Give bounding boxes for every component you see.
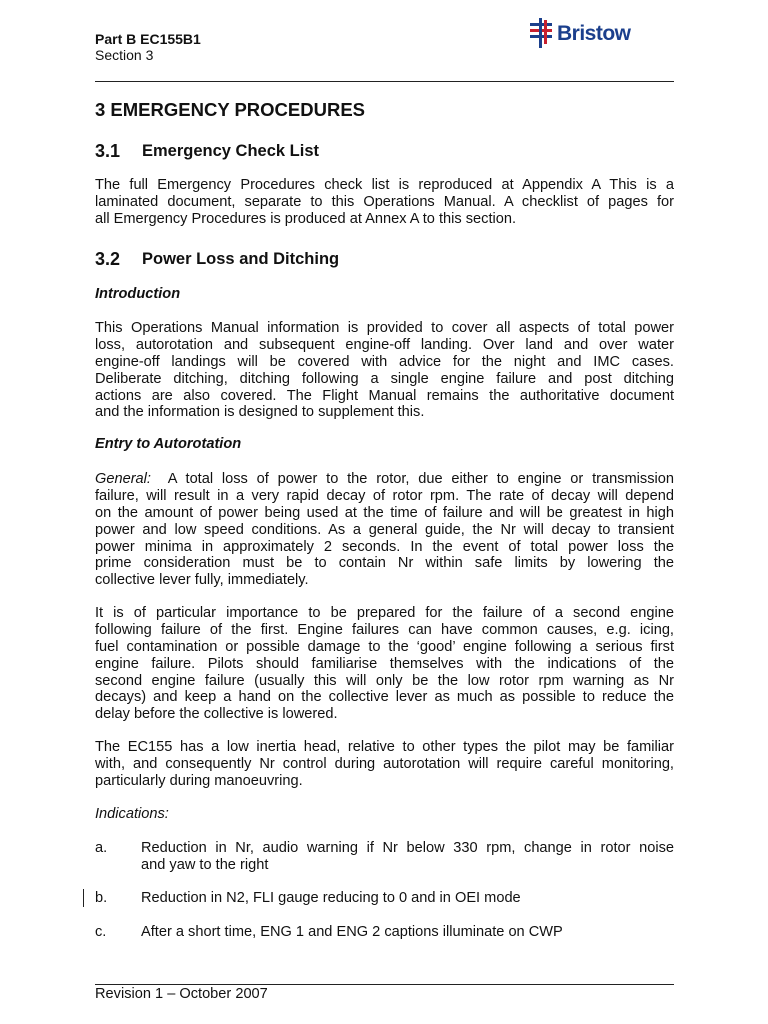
entry-to-autorotation-heading: Entry to Autorotation — [95, 436, 242, 452]
logo-text: Bristow — [557, 22, 631, 45]
section-heading-3-2: Power Loss and Ditching — [142, 250, 340, 268]
indications-label: Indications: — [95, 806, 169, 822]
general-paragraph: General: A total loss of power to the rotor, due either to engine or transmission failure, will result in a very rapid decay of rotor rpm. The rate of decay will depend on the amount of power being used at the time of failure and will be greatest in high power and low speed conditions. As a general guide, the Nr will decay to transient power minima in approximately 2 seconds. In the event of total power loss the prime consideration must be to contain Nr within safe limits by lowering the collective lever fully, immediately. — [95, 471, 674, 589]
revision-footer: Revision 1 – October 2007 — [95, 986, 268, 1002]
document-section: Section 3 — [95, 47, 154, 63]
list-item-letter-a: a. — [95, 840, 108, 856]
introduction-heading: Introduction — [95, 286, 181, 302]
bristow-logo-mark-icon — [528, 17, 556, 49]
section-heading-3-1: Emergency Check List — [142, 142, 319, 160]
section-number-3-1: 3.1 — [95, 141, 121, 161]
checklist-paragraph: The full Emergency Procedures check list is reproduced at Appendix A This is a laminated document, separate to this Operations Manual. A checklist of pages for all Emergency Procedures is produced at Annex A to this section. — [95, 177, 674, 227]
list-item-a: Reduction in Nr, audio warning if Nr below 330 rpm, change in rotor noise and yaw to the right — [141, 840, 674, 873]
change-bar — [83, 889, 84, 907]
document-part: Part B EC155B1 — [95, 31, 201, 47]
bristow-logo — [528, 17, 638, 49]
footer-divider — [95, 984, 674, 985]
chapter-title: 3 EMERGENCY PROCEDURES — [95, 99, 366, 120]
list-item-letter-c: c. — [95, 924, 107, 940]
list-item-c: After a short time, ENG 1 and ENG 2 captions illuminate on CWP — [141, 924, 563, 940]
second-engine-paragraph: It is of particular importance to be prepared for the failure of a second engine following failure of the first. Engine failures can have common causes, e.g. icing, fuel contamination or possible damage to the ‘good’ engine following a serious first engine failure. Pilots should familiarise themselves with the indications of the second engine failure (usually this will only be the low rotor rpm warning as Nr decays) and keep a hand on the collective lever as much as possible to reduce the delay before the collective is lowered. — [95, 605, 674, 723]
section-number-3-2: 3.2 — [95, 249, 121, 269]
header-divider — [95, 81, 674, 82]
list-item-b: Reduction in N2, FLI gauge reducing to 0 and in OEI mode — [141, 890, 521, 906]
introduction-paragraph: This Operations Manual information is provided to cover all aspects of total power loss, autorotation and subsequent engine-off landing. Over land and over water engine-off landings will be covered with advice for the night and IMC cases. Deliberate ditching, ditching following a single engine failure and post ditching actions are also covered. The Flight Manual remains the authoritative document and the information is designed to supplement this. — [95, 320, 674, 421]
inertia-paragraph: The EC155 has a low inertia head, relative to other types the pilot may be familiar with, and consequently Nr control during autorotation will require careful monitoring, particularly during manoeuvring. — [95, 739, 674, 789]
list-item-letter-b: b. — [95, 890, 108, 906]
general-label: General: — [95, 471, 151, 487]
